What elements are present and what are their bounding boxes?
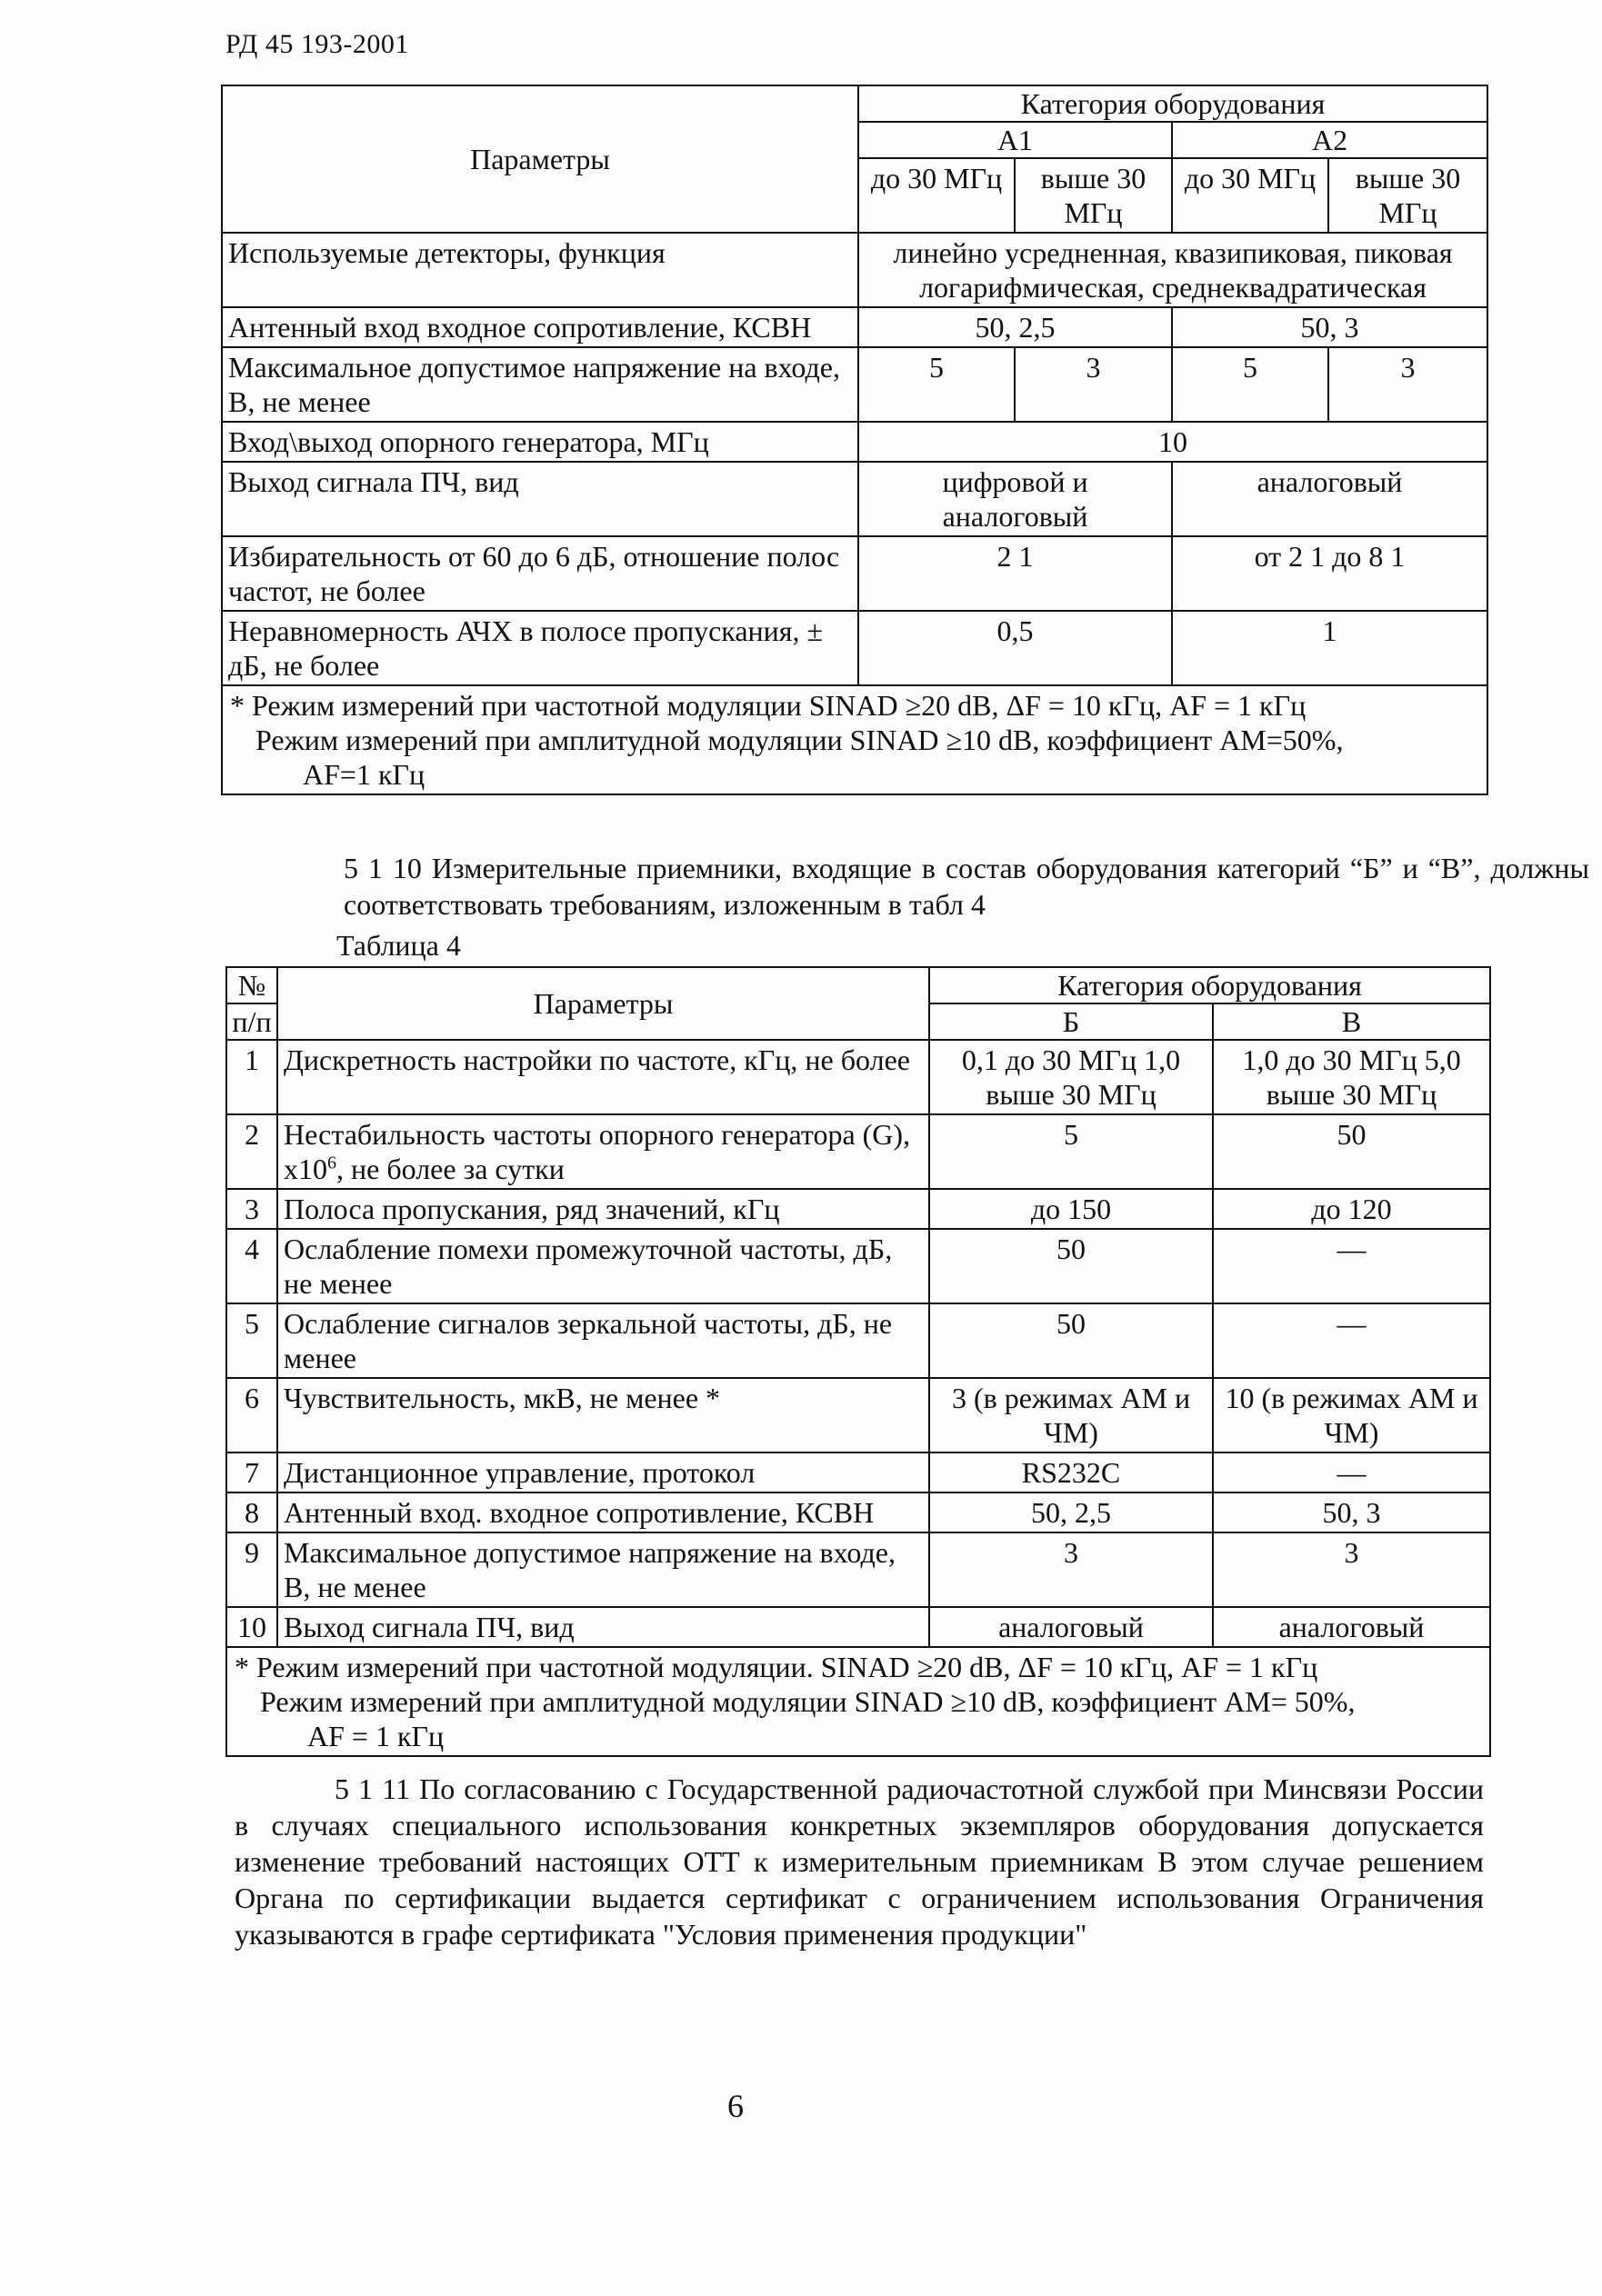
param-cell: Используемые детекторы, функция: [222, 233, 858, 307]
table-row: [226, 1378, 1490, 1452]
value-v: 50, 3: [1213, 1492, 1490, 1532]
table-row: [222, 536, 1487, 611]
value-b: 50, 2,5: [929, 1492, 1213, 1532]
note-line: AF=1 кГц: [303, 758, 426, 791]
value-v: аналоговый: [1213, 1607, 1490, 1647]
note-line: AF = 1 кГц: [307, 1720, 445, 1752]
col-a1: А1: [858, 122, 1172, 158]
table-row: [222, 422, 1487, 462]
value-b: RS232C: [929, 1452, 1213, 1492]
table-row: [226, 1532, 1490, 1607]
row-number: 10: [226, 1607, 277, 1647]
row-number: 8: [226, 1492, 277, 1532]
param-cell: Выход сигнала ПЧ, вид: [222, 462, 858, 536]
value-b: 0,1 до 30 МГц 1,0 выше 30 МГц: [929, 1040, 1213, 1114]
table-4-note: [226, 1647, 1490, 1756]
col-v: В: [1213, 1003, 1490, 1040]
value-cell: 3: [1015, 347, 1172, 422]
row-number: 7: [226, 1452, 277, 1492]
table-3-note: [222, 685, 1487, 794]
table-row: [226, 1452, 1490, 1492]
param-header: Параметры: [222, 85, 858, 233]
param-superscript: 6: [327, 1153, 336, 1173]
note-line: * Режим измерений при частотной модуляции SINAD ≥20 dB, ΔF = 10 кГц, AF = 1 кГц: [230, 689, 1307, 722]
table-row: [226, 1229, 1490, 1303]
row-number: 4: [226, 1229, 277, 1303]
row-number: 1: [226, 1040, 277, 1114]
sub-low-a1: до 30 МГц: [858, 158, 1015, 233]
value-b: 50: [929, 1229, 1213, 1303]
row-number: 9: [226, 1532, 277, 1607]
value-b: 3: [929, 1532, 1213, 1607]
row-number: 5: [226, 1303, 277, 1378]
table-row: [226, 1040, 1490, 1114]
table-row: [222, 233, 1487, 307]
value-cell: аналоговый: [1172, 462, 1487, 536]
value-cell: 3: [1328, 347, 1487, 422]
num-header-2: п/п: [226, 1003, 277, 1040]
value-v: 1,0 до 30 МГц 5,0 выше 30 МГц: [1213, 1040, 1490, 1114]
row-number: 3: [226, 1189, 277, 1229]
note-line: Режим измерений при амплитудной модуляции SINAD ≥10 dB, коэффициент АМ=50%,: [255, 724, 1344, 756]
table-4: [225, 966, 1491, 1757]
document-code: РД 45 193-2001: [225, 29, 409, 59]
value-b: 5: [929, 1114, 1213, 1189]
value-cell: от 2 1 до 8 1: [1172, 536, 1487, 611]
value-v: —: [1213, 1303, 1490, 1378]
value-cell: 10: [858, 422, 1487, 462]
param-cell: Чувствительность, мкВ, не менее *: [277, 1378, 929, 1452]
param-cell: Максимальное допустимое напряжение на входе, В, не менее: [222, 347, 858, 422]
param-text: Нестабильность частоты опорного генератора (G), x10: [284, 1118, 911, 1185]
table-3: [221, 85, 1488, 795]
value-cell: 50, 2,5: [858, 307, 1172, 347]
param-cell: Неравномерность АЧХ в полосе пропускания, ± дБ, не более: [222, 611, 858, 685]
value-cell: линейно усредненная, квазипиковая, пиковая логарифмическая, среднеквадратическая: [858, 233, 1487, 307]
value-cell: 5: [1172, 347, 1328, 422]
table-row: [222, 347, 1487, 422]
note-line: Режим измерений при амплитудной модуляции SINAD ≥10 dB, коэффициент АМ= 50%,: [260, 1685, 1356, 1718]
value-b: аналоговый: [929, 1607, 1213, 1647]
value-v: до 120: [1213, 1189, 1490, 1229]
value-v: 3: [1213, 1532, 1490, 1607]
sub-low-a2: до 30 МГц: [1172, 158, 1328, 233]
page-number: 6: [727, 2088, 744, 2124]
sub-high-a1: выше 30 МГц: [1015, 158, 1172, 233]
param-cell: Максимальное допустимое напряжение на входе, В, не менее: [277, 1532, 929, 1607]
value-b: 3 (в режимах АМ и ЧМ): [929, 1378, 1213, 1452]
col-a2: А2: [1172, 122, 1487, 158]
table-row: [226, 1492, 1490, 1532]
table-4-caption: Таблица 4: [336, 929, 461, 962]
category-header: Категория оборудования: [858, 85, 1487, 122]
param-cell: [277, 1114, 929, 1189]
param-header: Параметры: [277, 967, 929, 1040]
param-cell: Избирательность от 60 до 6 дБ, отношение полос частот, не более: [222, 536, 858, 611]
value-b: до 150: [929, 1189, 1213, 1229]
value-cell: цифровой и аналоговый: [858, 462, 1172, 536]
value-cell: 5: [858, 347, 1015, 422]
param-cell: Полоса пропускания, ряд значений, кГц: [277, 1189, 929, 1229]
param-cell: Дискретность настройки по частоте, кГц, не более: [277, 1040, 929, 1114]
param-cell: Ослабление помехи промежуточной частоты, дБ, не менее: [277, 1229, 929, 1303]
num-header: №: [226, 967, 277, 1003]
param-cell: Вход\выход опорного генератора, МГц: [222, 422, 858, 462]
value-v: 10 (в режимах АМ и ЧМ): [1213, 1378, 1490, 1452]
table-row: [222, 462, 1487, 536]
param-cell: Антенный вход входное сопротивление, КСВН: [222, 307, 858, 347]
value-cell: 1: [1172, 611, 1487, 685]
param-text: , не более за сутки: [336, 1153, 565, 1185]
paragraph-5-1-10: [235, 850, 1589, 923]
value-cell: 0,5: [858, 611, 1172, 685]
col-b: Б: [929, 1003, 1213, 1040]
value-v: 50: [1213, 1114, 1490, 1189]
paragraph-5-1-11: [235, 1771, 1484, 1952]
table-row: [226, 1607, 1490, 1647]
value-v: —: [1213, 1229, 1490, 1303]
table-row: [226, 1303, 1490, 1378]
paragraph-text: 5 1 10 Измерительные приемники, входящие в состав оборудования категорий “Б” и “В”, должны соответствовать требованиям, изложенным в табл 4: [344, 852, 1589, 921]
table-row: [222, 611, 1487, 685]
value-cell: 50, 3: [1172, 307, 1487, 347]
table-row: [226, 1189, 1490, 1229]
value-v: —: [1213, 1452, 1490, 1492]
param-cell: Выход сигнала ПЧ, вид: [277, 1607, 929, 1647]
paragraph-text: 5 1 11 По согласованию с Государственной радиочастотной службой при Минсвязи России в случаях специального использования конкретных экземпляров оборудования допускается изменение требований настоящих ОТТ к измерительным приемникам В этом случае решением Органа по сертификации выдается сертификат с ограничением использования Ограничения указываются в графе сертификата "Условия применения продукции": [235, 1772, 1484, 1951]
note-line: * Режим измерений при частотной модуляции. SINAD ≥20 dB, ΔF = 10 кГц, AF = 1 кГц: [235, 1651, 1318, 1683]
table-row: [222, 307, 1487, 347]
sub-high-a2: выше 30 МГц: [1328, 158, 1487, 233]
category-header: Категория оборудования: [929, 967, 1490, 1003]
table-row: [226, 1114, 1490, 1189]
value-b: 50: [929, 1303, 1213, 1378]
row-number: 6: [226, 1378, 277, 1452]
param-cell: Дистанционное управление, протокол: [277, 1452, 929, 1492]
row-number: 2: [226, 1114, 277, 1189]
param-cell: Ослабление сигналов зеркальной частоты, дБ, не менее: [277, 1303, 929, 1378]
param-cell: Антенный вход. входное сопротивление, КСВН: [277, 1492, 929, 1532]
value-cell: 2 1: [858, 536, 1172, 611]
